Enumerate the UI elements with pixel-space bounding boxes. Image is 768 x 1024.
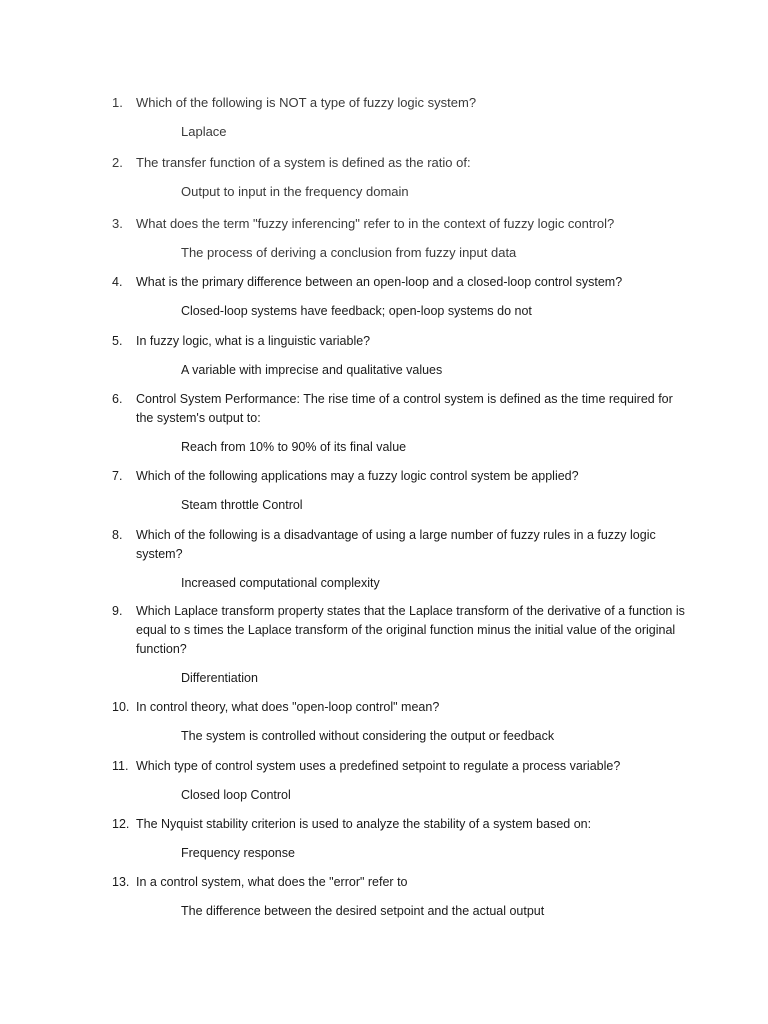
question-item bbox=[112, 757, 692, 805]
question-number: 1. bbox=[112, 95, 123, 110]
question-number: 11. bbox=[112, 759, 129, 773]
answer-text: Output to input in the frequency domain bbox=[181, 184, 409, 199]
question-text: 1. Which of the following is NOT a type of fuzzy logic system? bbox=[112, 95, 477, 110]
question-item bbox=[112, 332, 692, 380]
answer-text: Increased computational complexity bbox=[181, 576, 380, 590]
question-item bbox=[112, 153, 692, 201]
question-number: 9. bbox=[112, 604, 123, 618]
answer-text: A variable with imprecise and qualitative values bbox=[181, 363, 443, 377]
question-text: 8. Which of the following is a disadvantage of using a large number of fuzzy rules in a fuzzy logic system? bbox=[112, 528, 656, 561]
question-number: 8. bbox=[112, 528, 123, 542]
question-number: 4. bbox=[112, 275, 123, 289]
question-text: 3. What does the term "fuzzy inferencing" refer to in the context of fuzzy logic control? bbox=[112, 216, 615, 231]
answer-text: Closed-loop systems have feedback; open-loop systems do not bbox=[181, 304, 532, 318]
question-text: 6. Control System Performance: The rise time of a control system is defined as the time required for the system's output to: bbox=[112, 392, 673, 425]
question-number: 6. bbox=[112, 392, 123, 406]
answer-text: The difference between the desired setpoint and the actual output bbox=[181, 904, 545, 918]
question-text: 2. The transfer function of a system is defined as the ratio of: bbox=[112, 155, 471, 170]
question-item bbox=[112, 526, 692, 593]
question-text: 11. Which type of control system uses a predefined setpoint to regulate a process variable? bbox=[112, 757, 692, 776]
question-text: 13. In a control system, what does the "error" refer to bbox=[112, 873, 692, 892]
question-text: 9. Which Laplace transform property states that the Laplace transform of the derivative of a function is equal to s times the Laplace transform of the original function minus the initial value of the original function? bbox=[112, 604, 685, 656]
question-number: 12. bbox=[112, 817, 130, 831]
question-item bbox=[112, 214, 692, 262]
question-text: 10. In control theory, what does "open-loop control" mean? bbox=[112, 698, 692, 717]
question-text: 5. In fuzzy logic, what is a linguistic variable? bbox=[112, 332, 692, 351]
question-number: 10. bbox=[112, 700, 130, 714]
answer-text: Frequency response bbox=[181, 846, 295, 860]
question-number: 7. bbox=[112, 469, 123, 483]
answer-text: Differentiation bbox=[181, 671, 258, 685]
question-item bbox=[112, 873, 692, 921]
answer-text: Closed loop Control bbox=[181, 788, 291, 802]
answer-text: Laplace bbox=[181, 124, 227, 139]
question-text: 7. Which of the following applications may a fuzzy logic control system be applied? bbox=[112, 467, 692, 486]
question-text: 12. The Nyquist stability criterion is used to analyze the stability of a system based on: bbox=[112, 815, 692, 834]
answer-text: Reach from 10% to 90% of its final value bbox=[181, 440, 407, 454]
question-text: 4. What is the primary difference between an open-loop and a closed-loop control system? bbox=[112, 273, 692, 292]
question-item bbox=[112, 815, 692, 863]
answer-text: The process of deriving a conclusion from fuzzy input data bbox=[181, 245, 517, 260]
question-number: 13. bbox=[112, 875, 130, 889]
question-item bbox=[112, 602, 692, 688]
question-item bbox=[112, 390, 692, 457]
question-item bbox=[112, 698, 692, 746]
answer-text: The system is controlled without considering the output or feedback bbox=[181, 729, 555, 743]
question-item bbox=[112, 93, 692, 141]
answer-text: Steam throttle Control bbox=[181, 498, 303, 512]
question-number: 3. bbox=[112, 216, 123, 231]
question-item bbox=[112, 467, 692, 515]
question-number: 5. bbox=[112, 334, 123, 348]
question-number: 2. bbox=[112, 155, 123, 170]
question-item bbox=[112, 273, 692, 321]
